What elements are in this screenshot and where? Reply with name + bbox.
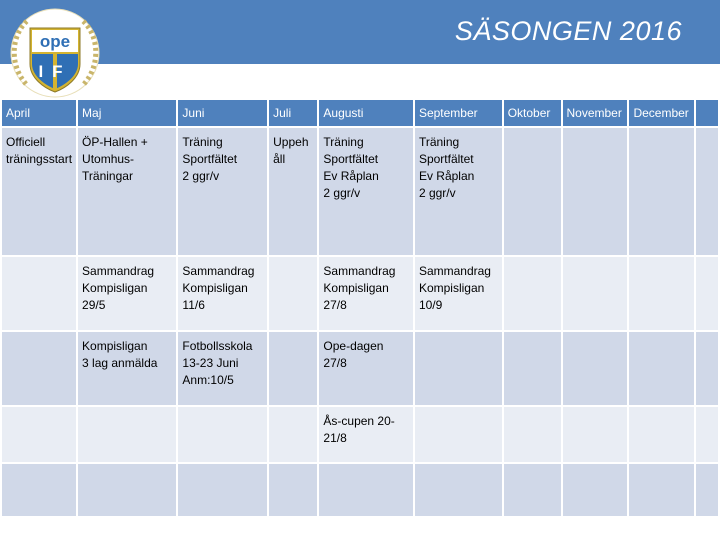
logo-top-text: ope bbox=[39, 32, 71, 51]
table-cell: Officiell träningsstart bbox=[1, 127, 77, 256]
table-cell bbox=[562, 127, 629, 256]
table-cell bbox=[628, 256, 695, 331]
table-cell: Träning Sportfältet Ev Råplan 2 ggr/v bbox=[414, 127, 503, 256]
table-cell bbox=[562, 256, 629, 331]
logo-bottom-text: IF bbox=[38, 62, 72, 81]
table-cell bbox=[414, 406, 503, 463]
table-cell bbox=[562, 463, 629, 517]
table-cell bbox=[503, 256, 562, 331]
table-row bbox=[1, 463, 719, 517]
table-cell: ÖP-Hallen + Utomhus- Träningar bbox=[77, 127, 177, 256]
ope-if-crest-icon bbox=[4, 6, 106, 100]
table-cell bbox=[318, 463, 414, 517]
table-row bbox=[1, 256, 719, 331]
month-header: Augusti bbox=[318, 99, 414, 127]
page-title: SÄSONGEN 2016 bbox=[454, 16, 682, 46]
month-header: April bbox=[1, 99, 77, 127]
table-cell bbox=[503, 463, 562, 517]
table-cell bbox=[503, 406, 562, 463]
table-cell: Kompisligan 3 lag anmälda bbox=[77, 331, 177, 406]
table-cell bbox=[628, 406, 695, 463]
table-cell bbox=[503, 331, 562, 406]
table-cell: Ås-cupen 20-21/8 bbox=[318, 406, 414, 463]
table-cell bbox=[628, 463, 695, 517]
table-cell-filler bbox=[695, 463, 719, 517]
table-cell-filler bbox=[695, 256, 719, 331]
table-cell bbox=[562, 406, 629, 463]
table-cell: Sammandrag Kompisligan 27/8 bbox=[318, 256, 414, 331]
table-cell bbox=[628, 331, 695, 406]
table-cell: Sammandrag Kompisligan 11/6 bbox=[177, 256, 268, 331]
table-cell bbox=[1, 331, 77, 406]
season-table bbox=[0, 98, 720, 518]
table-cell bbox=[562, 331, 629, 406]
table-cell bbox=[77, 406, 177, 463]
table-cell: Ope-dagen 27/8 bbox=[318, 331, 414, 406]
month-header: Oktober bbox=[503, 99, 562, 127]
table-cell bbox=[268, 463, 318, 517]
table-cell bbox=[1, 406, 77, 463]
month-header: September bbox=[414, 99, 503, 127]
month-header: Juli bbox=[268, 99, 318, 127]
header bbox=[0, 0, 720, 98]
table-cell bbox=[268, 256, 318, 331]
table-row bbox=[1, 406, 719, 463]
table-cell bbox=[503, 127, 562, 256]
month-header: November bbox=[562, 99, 629, 127]
month-header: Maj bbox=[77, 99, 177, 127]
table-cell bbox=[628, 127, 695, 256]
table-cell bbox=[77, 463, 177, 517]
table-cell bbox=[268, 406, 318, 463]
month-header: December bbox=[628, 99, 695, 127]
table-row bbox=[1, 127, 719, 256]
table-cell bbox=[1, 256, 77, 331]
table-row bbox=[1, 331, 719, 406]
table-cell bbox=[414, 331, 503, 406]
table-cell: Träning Sportfältet Ev Råplan 2 ggr/v bbox=[318, 127, 414, 256]
table-cell bbox=[414, 463, 503, 517]
table-cell: Uppehåll bbox=[268, 127, 318, 256]
table-cell: Sammandrag Kompisligan 10/9 bbox=[414, 256, 503, 331]
table-cell-filler bbox=[695, 127, 719, 256]
table-cell: Fotbollsskola 13-23 Juni Anm:10/5 bbox=[177, 331, 268, 406]
table-cell bbox=[177, 406, 268, 463]
month-header: Juni bbox=[177, 99, 268, 127]
table-cell-filler bbox=[695, 331, 719, 406]
table-cell: Träning Sportfältet 2 ggr/v bbox=[177, 127, 268, 256]
month-header-row bbox=[1, 99, 719, 127]
table-cell bbox=[268, 331, 318, 406]
table-cell bbox=[177, 463, 268, 517]
table-cell-filler bbox=[695, 406, 719, 463]
month-header-filler bbox=[695, 99, 719, 127]
table-cell bbox=[1, 463, 77, 517]
table-cell: Sammandrag Kompisligan 29/5 bbox=[77, 256, 177, 331]
